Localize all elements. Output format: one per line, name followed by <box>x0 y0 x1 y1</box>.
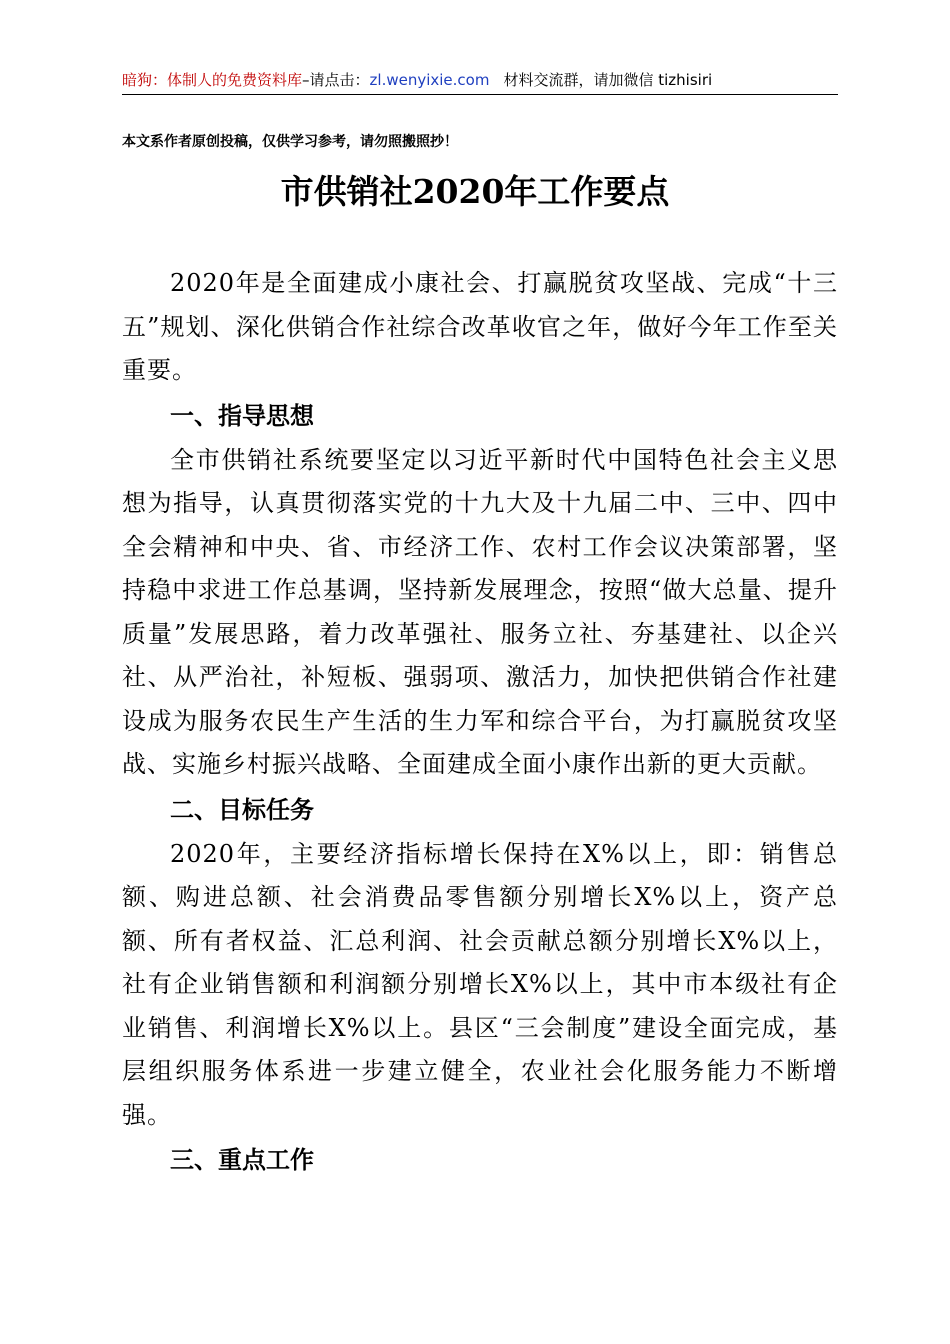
header-url-link[interactable]: zl.wenyixie.com <box>369 71 490 89</box>
section-heading-targets: 二、目标任务 <box>170 795 314 824</box>
header-brand: 暗狗：体制人的免费资料库 <box>122 71 303 89</box>
copyright-notice: 本文系作者原创投稿，仅供学习参考，请勿照搬照抄！ <box>122 134 458 150</box>
page-header <box>122 70 838 95</box>
header-click-prompt: –请点击： <box>302 71 370 89</box>
document-body <box>122 262 838 1183</box>
intro-paragraph: 2020年是全面建成小康社会、打赢脱贫攻坚战、完成“十三五”规划、深化供销合作社综合改革收官之年，做好今年工作至关重要。 <box>122 269 838 384</box>
section-paragraph-guiding-ideology: 全市供销社系统要坚定以习近平新时代中国特色社会主义思想为指导，认真贯彻落实党的十九大及十九届二中、三中、四中全会精神和中央、省、市经济工作、农村工作会议决策部署，坚持稳中求进工作总基调，坚持新发展理念，按照“做大总量、提升质量”发展思路，着力改革强社、服务立社、夯基建社、以企兴社、从严治社，补短板、强弱项、激活力，加快把供销合作社建设成为服务农民生产生活的生力军和综合平台，为打赢脱贫攻坚战、实施乡村振兴战略、全面建成全面小康作出新的更大贡献。 <box>122 445 838 778</box>
section-paragraph-targets: 2020年，主要经济指标增长保持在X%以上，即：销售总额、购进总额、社会消费品零售额分别增长X%以上，资产总额、所有者权益、汇总利润、社会贡献总额分别增长X%以上，社有企业销售额和利润额分别增长X%以上，其中市本级社有企业销售、利润增长X%以上。县区“三会制度”建设全面完成，基层组织服务体系进一步建立健全，农业社会化服务能力不断增强。 <box>122 839 838 1129</box>
section-heading-key-work: 三、重点工作 <box>170 1146 314 1174</box>
section-heading-guiding-ideology: 一、指导思想 <box>170 401 314 430</box>
document-title: 市供销社2020年工作要点 <box>280 172 670 211</box>
header-group-text: 材料交流群，请加微信 tizhisiri <box>503 71 713 89</box>
